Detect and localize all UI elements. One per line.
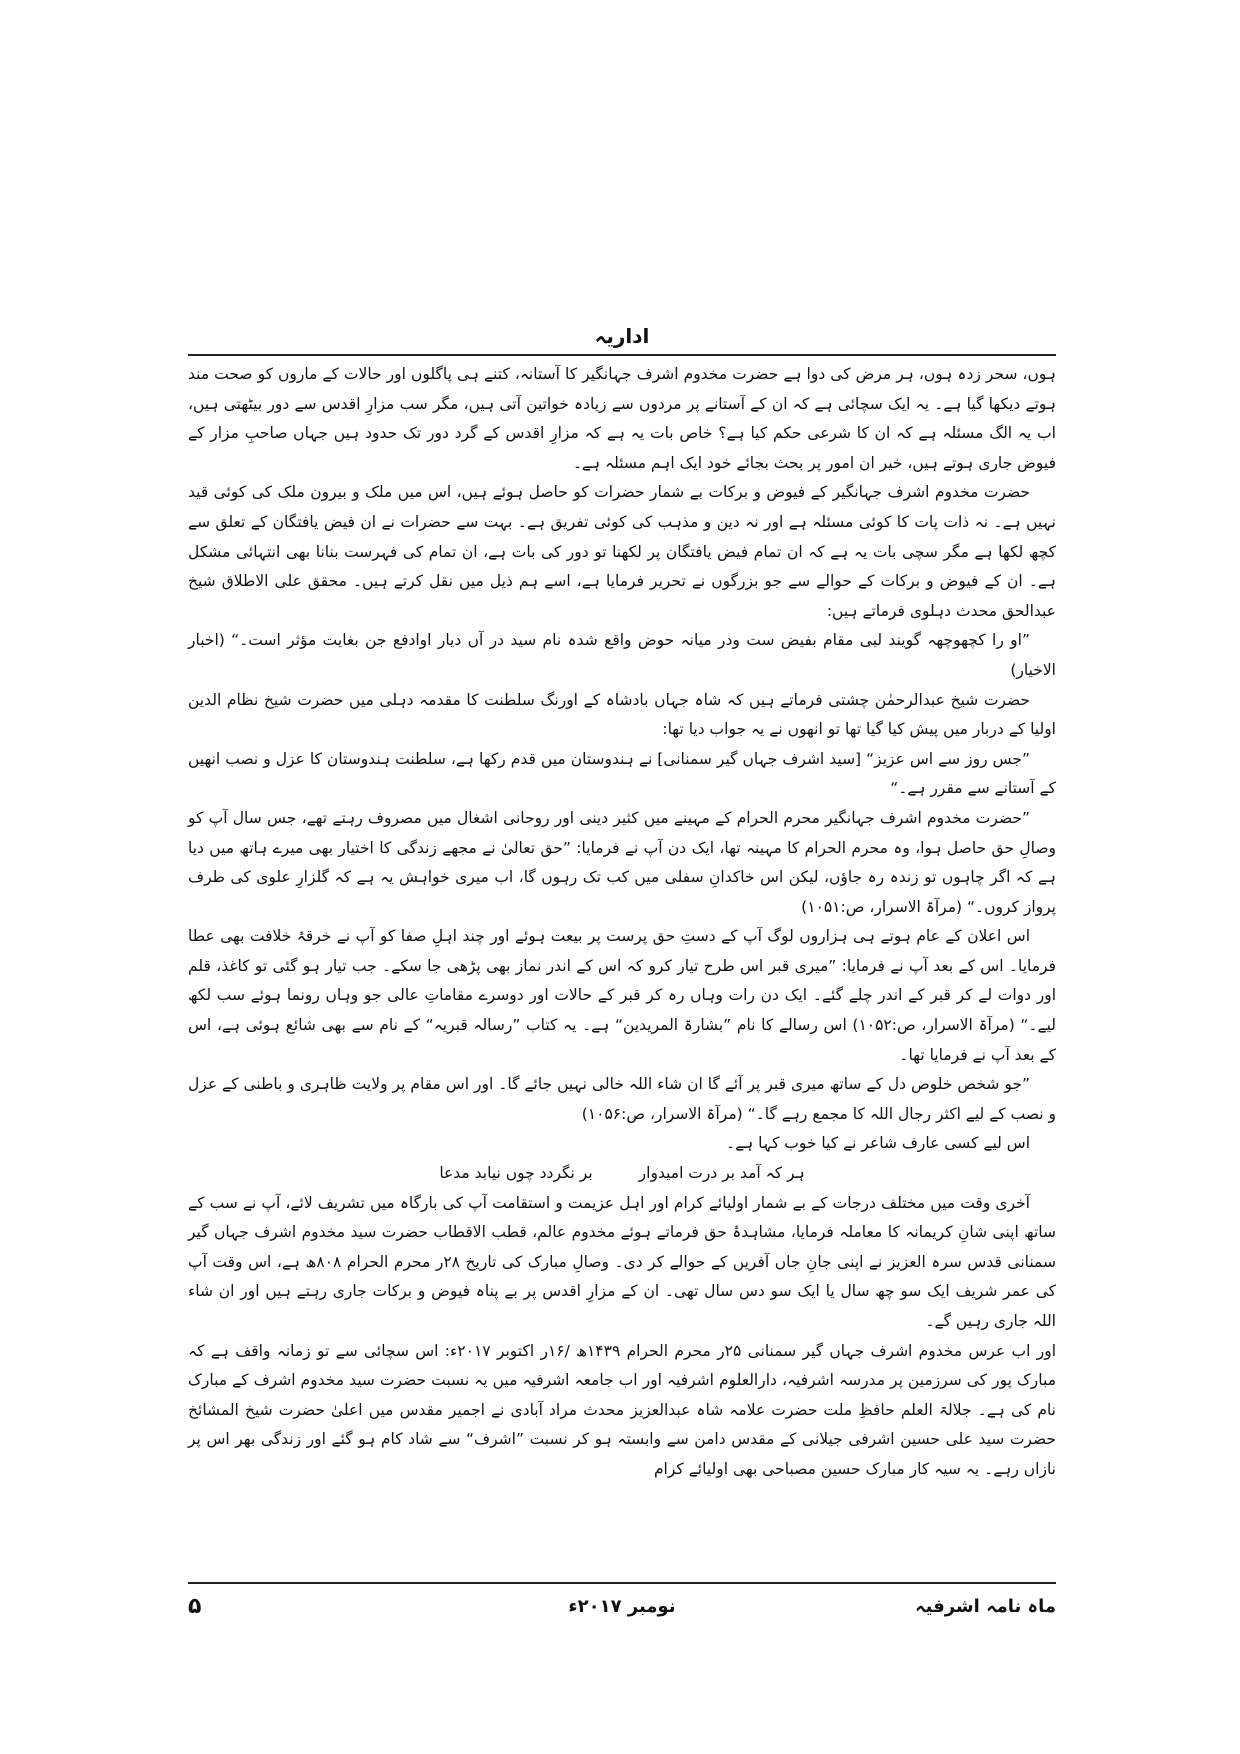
quote-muharram: ”حضرت مخدوم اشرف جہانگیر محرم الحرام کے مہینے میں کثیر دینی اور روحانی اشغال میں مصروف رہتے تھے، جس سال آپ کو وصالِ حق حاصل ہوا، وہ محرم الحرام کا مہینہ تھا، ایک دن آپ نے فرمایا: ”حق تعالیٰ نے مجھے زندگی کا اختیار بھی میرے ہاتھ میں دیا ہے کہ اگر چاہوں تو زندہ رہ جاؤں، لیکن اس خاکدانِ سفلی میں کب تک رہوں گا، اب میری خواہش یہ ہے کہ گلزارِ علوی کی طرف پرواز کروں۔“ (مرآۃ الاسرار، ص:۱۰۵۱): [188, 808, 1056, 916]
paragraph-6: آخری وقت میں مختلف درجات کے بے شمار اولیائے کرام اور اہل عزیمت و استقامت آپ کی بارگاہ میں تشریف لائے، آپ نے سب کے ساتھ اپنی شانِ کریمانہ کا معاملہ فرمایا، مشاہدۂ حق فرماتے ہوئے مخدوم عالم، قطب الاقطاب حضرت سید مخدوم اشرف جہاں گیر سمنانی قدس سرہ العزیز نے اپنی جانِ جاں آفریں کے حوالے کر دی۔ وصالِ مبارک کی تاریخ ۲۸ر محرم الحرام ۸۰۸ھ ہے، اس وقت آپ کی عمر شریف ایک سو چھ سال یا ایک سو دس سال تھی۔ ان کے مزارِ اقدس پر بے پناہ فیوض و برکات جاری رہتے ہیں اور ان شاء اللہ جاری رہیں گے۔: [188, 1193, 1057, 1330]
page-number: ۵: [188, 1594, 202, 1619]
paragraph-7: اور اب عرس مخدوم اشرف جہاں گیر سمنانی ۲۵ر محرم الحرام ۱۴۳۹ھ /۱۶ر اکتوبر ۲۰۱۷ء: اس سچائی سے تو زمانہ واقف ہے کہ مبارک پور کی سرزمین پر مدرسہ اشرفیہ، دارالعلوم اشرفیہ اور اب جامعہ اشرفیہ میں یہ نسبت حضرت سید مخدوم اشرف کے مبارک نام کی ہے۔ جلالۃ العلم حافظِ ملت حضرت علامہ شاہ عبدالعزیز محدث مراد آبادی نے اجمیر مقدس میں اعلیٰ حضرت شیخ المشائخ حضرت سید علی حسین اشرفی جیلانی کے مقدس دامن سے وابستہ ہو کر نسبت ”اشرف“ سے شاد کام ہو گئے اور زندگی بھر اس پر نازاں رہے۔ یہ سیہ کار مبارک حسین مصباحی بھی اولیائے کرام: [188, 1341, 1057, 1478]
footer-divider: [188, 1582, 1056, 1584]
verse-first-hemistich: ہر کہ آمد بر درت امیدوار: [638, 1164, 805, 1183]
quote-akhbar-ul-akhyar: ”او را کچھوچھہ گویند لبی مقام بفیض ست ودر میانہ حوض واقع شدہ نام سید در آں دیار اوادفع جن بغایت مؤثر است۔“ (اخبار الاخیار): [188, 631, 1056, 679]
article-body: [188, 360, 1056, 1485]
header-divider: [188, 354, 1056, 356]
page-footer: [188, 1590, 1056, 1624]
document-page: [188, 322, 1056, 1642]
paragraph-4: اس اعلان کے عام ہوتے ہی ہزاروں لوگ آپ کے دستِ حق پرست پر بیعت ہوئے اور چند اہلِ صفا کو آپ نے خرقۂ خلافت بھی عطا فرمایا۔ اس کے بعد آپ نے فرمایا: ”میری قبر اس طرح تیار کرو کہ اس کے اندر نماز بھی پڑھی جا سکے۔ جب تیار ہو گئی تو کاغذ، قلم اور دوات لے کر قبر کے اندر چلے گئے۔ ایک دن رات وہاں رہ کر قبر کے حالات اور دوسرے مقاماتِ عالی جو وہاں رونما ہوئے سب لکھ لیے۔“ (مرآۃ الاسرار، ص:۱۰۵۲) اس رسالے کا نام ”بشارۃ المریدین“ ہے۔ یہ کتاب ”رسالہ قبریہ“ کے نام سے بھی شائع ہوئی ہے، اس کے بعد آپ نے فرمایا تھا۔: [188, 927, 1057, 1064]
poetry-verse: [188, 1159, 1056, 1189]
paragraph-2: حضرت مخدوم اشرف جہانگیر کے فیوض و برکات بے شمار حضرات کو حاصل ہوئے ہیں، اس میں ملک و بیرون ملک کی کوئی قید نہیں ہے۔ نہ ذات پات کا کوئی مسئلہ ہے اور نہ دین و مذہب کی کوئی تفریق ہے۔ بہت سے حضرات نے ان فیض یافتگان کے تعلق سے کچھ لکھا ہے مگر سچی بات یہ ہے کہ ان تمام فیض یافتگان پر لکھنا تو دور کی بات ہے، ان تمام کی فہرست بنانا بھی انتہائی مشکل ہے۔ ان کے فیوض و برکات کے حوالے سے جو بزرگوں نے تحریر فرمایا ہے، اسے ہم ذیل میں نقل کرتے ہیں۔ محقق علی الاطلاق شیخ عبدالحق محدث دہلوی فرماتے ہیں:: [188, 483, 1056, 620]
quote-qabr: ”جو شخص خلوص دل کے ساتھ میری قبر پر آئے گا ان شاء اللہ خالی نہیں جائے گا۔ اور اس مقام پر ولایت ظاہری و باطنی کے عزل و نصب کے لیے اکثر رجال اللہ کا مجمع رہے گا۔“ (مرآۃ الاسرار، ص:۱۰۵۶): [188, 1075, 1056, 1123]
paragraph-5: اس لیے کسی عارف شاعر نے کیا خوب کہا ہے۔: [726, 1134, 1030, 1153]
page-title: اداریہ: [594, 324, 650, 348]
quote-sultanat: ”جس روز سے اس عزیز“ [سید اشرف جہاں گیر سمنانی] نے ہندوستان میں قدم رکھا ہے، سلطنت ہندوستان کا عزل و نصب انھیں کے آستانے سے مقرر ہے۔“: [188, 749, 1056, 798]
paragraph-3: حضرت شیخ عبدالرحمٰن چشتی فرماتے ہیں کہ شاہ جہاں بادشاہ کے اورنگ سلطنت کا مقدمہ دہلی میں حضرت شیخ نظام الدین اولیا کے دربار میں پیش کیا گیا تھا تو انھوں نے یہ جواب دیا تھا:: [188, 690, 1056, 739]
magazine-name: ماہ نامہ اشرفیہ: [915, 1596, 1056, 1617]
paragraph-1: ہوں، سحر زدہ ہوں، ہر مرض کی دوا ہے حضرت مخدوم اشرف جہانگیر کا آستانہ، کتنے ہی پاگلوں اور حالات کے ماروں کو صحت مند ہوتے دیکھا گیا ہے۔ یہ ایک سچائی ہے کہ ان کے آستانے پر مردوں سے زیادہ خواتین آتی ہیں، مگر سب مزارِ اقدس سے دور بیٹھتی ہیں، اب یہ الگ مسئلہ ہے کہ ان کا شرعی حکم کیا ہے؟ خاص بات یہ ہے کہ مزارِ اقدس کے گرد دور تک حدود ہیں جہاں صاحبِ مزار کے فیوض جاری ہوتے ہیں، خیر ان امور پر بحث بجائے خود ایک اہم مسئلہ ہے۔: [188, 365, 1056, 472]
verse-second-hemistich: بر نگردد چوں نیابد مدعا: [439, 1164, 593, 1183]
issue-date: نومبر ۲۰۱۷ء: [568, 1596, 676, 1617]
